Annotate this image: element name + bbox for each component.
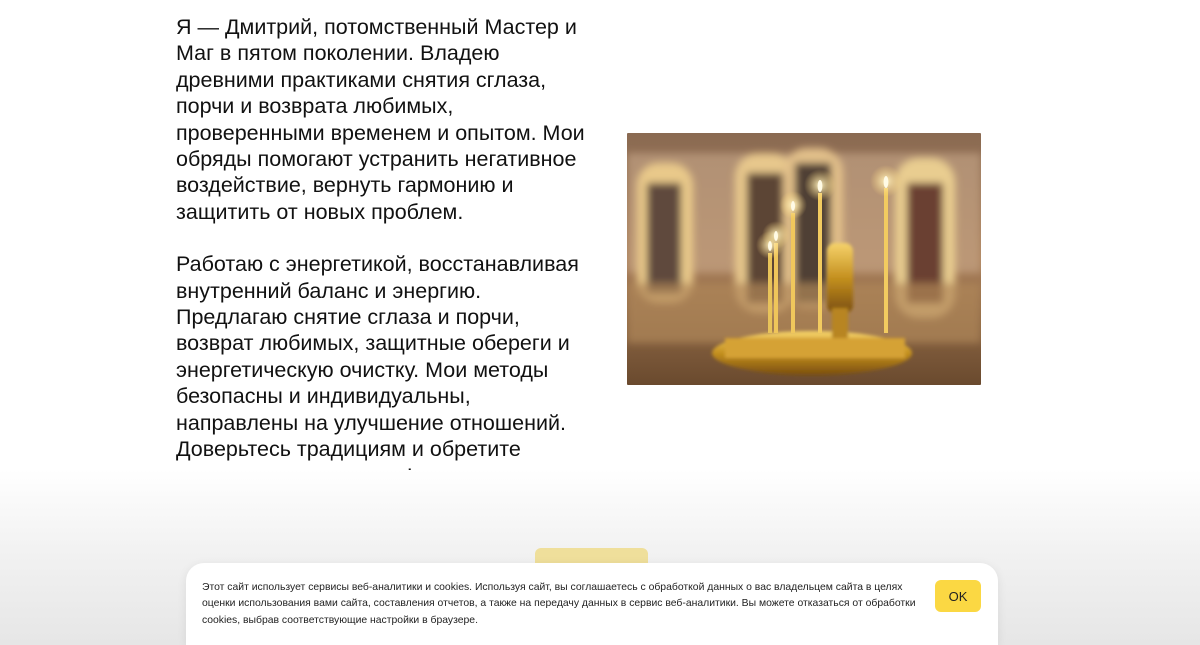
cookie-ok-button[interactable]: OK [935, 580, 981, 612]
cookie-banner [186, 563, 998, 645]
church-candles-photo [627, 133, 981, 385]
bio-text [176, 14, 596, 489]
cookie-text: Этот сайт использует сервисы веб-аналитики и cookies. Используя сайт, вы соглашаетесь с обработкой данных о вас владельцем сайта в целях оценки использования вами сайта, составления отчетов, а также на передачу данных в сервис веб-аналитики. Вы можете отказаться от обработки cookies, выбрав соответствующие настройки в браузере. [202, 582, 916, 626]
bio-paragraph-1: Я — Дмитрий, потомственный Мастер и Маг в пятом поколении. Владею древними практиками снятия сглаза, порчи и возврата любимых, проверенными временем и опытом. Мои обряды помогают устранить негативное воздействие, вернуть гармонию и защитить от новых проблем. [176, 15, 585, 224]
bio-paragraph-2: Работаю с энергетикой, восстанавливая внутренний баланс и энергию. Предлагаю снятие сглаза и порчи, возврат любимых, защитные обереги и энергетическую очистку. Мои методы безопасны и индивидуальны, направлены на улучшение отношений. Доверьтесь традициям и обретите [176, 252, 579, 462]
